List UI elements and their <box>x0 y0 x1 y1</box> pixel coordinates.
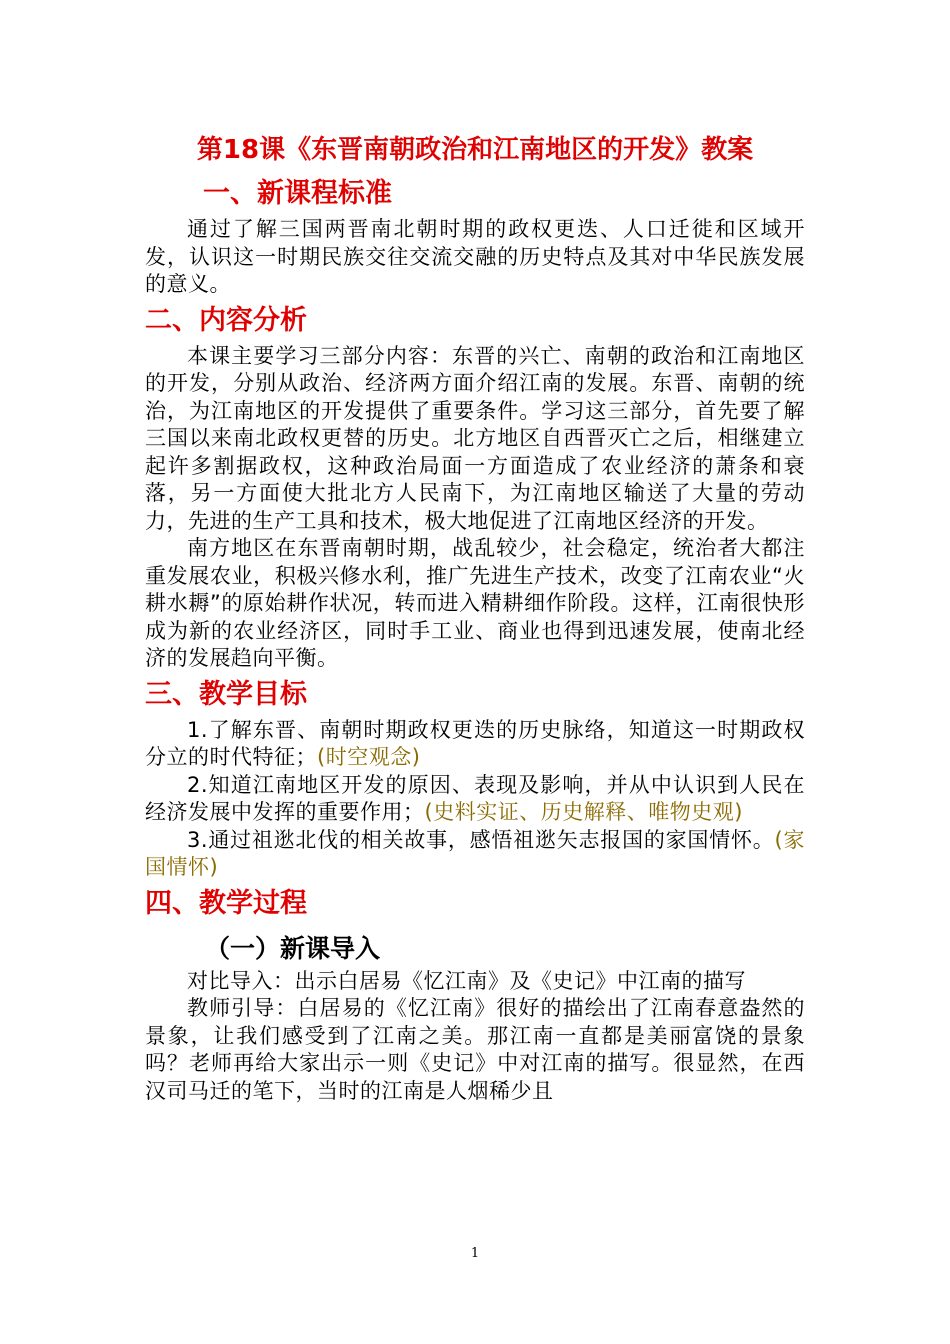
goal-tag: (家国情怀) <box>145 827 805 879</box>
document-body <box>145 128 805 1105</box>
goal-tag: (史料实证、历史解释、唯物史观) <box>424 800 743 824</box>
goal-text: 3.通过祖逖北伐的相关故事，感悟祖逖矢志报国的家国情怀。 <box>187 827 775 852</box>
goal-item <box>145 717 805 772</box>
goal-item <box>145 772 805 827</box>
page-number: 1 <box>470 1246 480 1261</box>
goal-text: 2.知道江南地区开发的原因、表现及影响，并从中认识到人民在经济发展中发挥的重要作用； <box>145 772 805 824</box>
section-heading-curriculum: 一、新课程标准 <box>203 178 392 209</box>
subsection-heading-intro: （一）新课导入 <box>205 933 381 963</box>
section-heading-teaching-goals: 三、教学目标 <box>145 678 307 710</box>
section-heading-content-analysis: 二、内容分析 <box>145 304 307 336</box>
section-heading-teaching-process: 四、教学过程 <box>145 887 307 919</box>
paragraph: 对比导入：出示白居易《忆江南》及《史记》中江南的描写 <box>187 968 746 993</box>
goal-item <box>145 827 805 882</box>
goal-text: 1.了解东晋、南朝时期政权更迭的历史脉络，知道这一时期政权分立的时代特征； <box>145 717 805 769</box>
document-title: 第18课《东晋南朝政治和江南地区的开发》教案 <box>196 135 754 165</box>
paragraph: 教师引导：白居易的《忆江南》很好的描绘出了江南春意盎然的景象，让我们感受到了江南之美。那江南一直都是美丽富饶的景象吗？老师再给大家出示一则《史记》中对江南的描写。很显然，在西汉司马迁的笔下，当时的江南是人烟稀少且 <box>145 996 805 1103</box>
paragraph: 南方地区在东晋南朝时期，战乱较少，社会稳定，统治者大都注重发展农业，积极兴修水利，推广先进生产技术，改变了江南农业“火耕水耨”的原始耕作状况，转而进入精耕细作阶段。这样，江南很快形成为新的农业经济区，同时手工业、商业也得到迅速发展，使南北经济的发展趋向平衡。 <box>145 536 805 670</box>
goal-tag: (时空观念) <box>317 745 421 769</box>
paragraph: 通过了解三国两晋南北朝时期的政权更迭、人口迁徙和区域开发，认识这一时期民族交往交流交融的历史特点及其对中华民族发展的意义。 <box>145 217 805 296</box>
paragraph: 本课主要学习三部分内容：东晋的兴亡、南朝的政治和江南地区的开发，分别从政治、经济两方面介绍江南的发展。东晋、南朝的统治，为江南地区的开发提供了重要条件。学习这三部分，首先要了解三国以来南北政权更替的历史。北方地区自西晋灭亡之后，相继建立起许多割据政权，这种政治局面一方面造成了农业经济的萧条和衰落，另一方面使大批北方人民南下，为江南地区输送了大量的劳动力，先进的生产工具和技术，极大地促进了江南地区经济的开发。 <box>145 343 805 533</box>
